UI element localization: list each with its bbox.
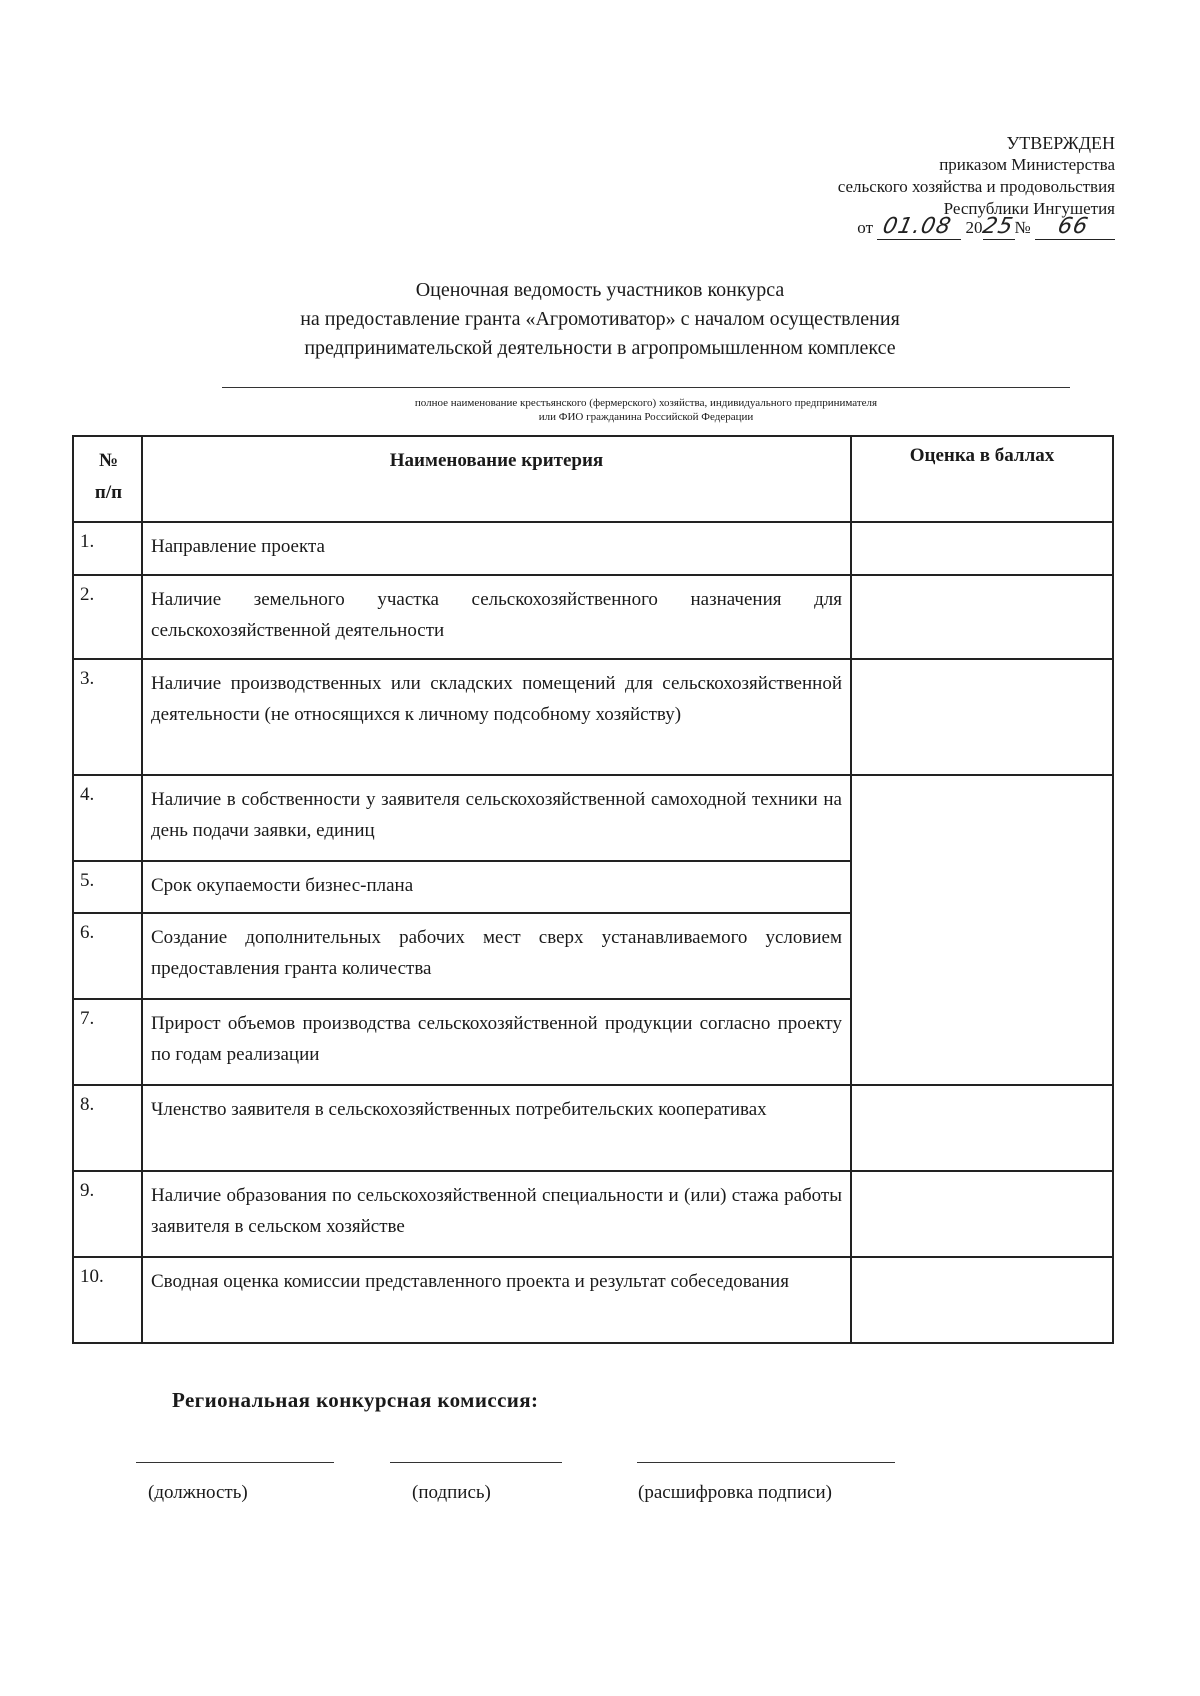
row-criterion: Прирост объемов производства сельскохозяйственной продукции согласно проекту по годам реализации — [142, 999, 851, 1085]
row-criterion: Создание дополнительных рабочих мест сверх устанавливаемого условием предоставления гранта количества — [142, 913, 851, 999]
year-field — [979, 214, 1016, 240]
signature-label: (подпись) — [412, 1482, 491, 1503]
row-criterion: Направление проекта — [142, 522, 851, 575]
row-criterion: Сводная оценка комиссии представленного проекта и результат собеседования — [142, 1257, 851, 1343]
row-criterion: Наличие земельного участка сельскохозяйственного назначения для сельскохозяйственной деятельности — [142, 575, 851, 659]
header-number-pp: п/п — [94, 482, 123, 503]
approval-line-1: приказом Министерства — [939, 155, 1115, 174]
document-title — [150, 276, 1050, 363]
row-number: 2. — [73, 575, 142, 659]
score-cell — [851, 1257, 1113, 1343]
row-number: 9. — [73, 1171, 142, 1257]
table-row — [73, 1085, 1113, 1171]
approval-heading: УТВЕРЖДЕН — [1006, 133, 1115, 153]
table-row — [73, 522, 1113, 575]
row-number: 6. — [73, 913, 142, 999]
applicant-name-line — [222, 387, 1070, 388]
score-cell — [851, 1171, 1113, 1257]
row-number: 4. — [73, 775, 142, 861]
row-number: 10. — [73, 1257, 142, 1343]
row-criterion: Наличие производственных или складских помещений для сельскохозяйственной деятельности (не относящихся к личному подсобному хозяйству) — [142, 659, 851, 775]
score-cell — [851, 659, 1113, 775]
commission-title: Региональная конкурсная комиссия: — [172, 1388, 539, 1412]
row-number: 1. — [73, 522, 142, 575]
row-criterion: Членство заявителя в сельскохозяйственных потребительских кооперативах — [142, 1085, 851, 1171]
row-number: 8. — [73, 1085, 142, 1171]
header-number-sign: № — [98, 450, 119, 471]
position-signature-line — [136, 1462, 334, 1463]
decoding-signature-line — [637, 1462, 895, 1463]
number-field — [1035, 216, 1115, 240]
criteria-table — [72, 435, 1114, 1344]
table-row — [73, 575, 1113, 659]
table-row — [73, 659, 1113, 775]
table-row — [73, 775, 1113, 861]
handwritten-year: 25 — [979, 214, 1016, 239]
row-criterion: Наличие в собственности у заявителя сельскохозяйственной самоходной техники на день подачи заявки, единиц — [142, 775, 851, 861]
row-number: 3. — [73, 659, 142, 775]
approval-stamp-block — [695, 132, 1115, 240]
applicant-name-hint — [222, 396, 1070, 424]
table-row — [73, 1171, 1113, 1257]
score-cell-merged — [851, 775, 1113, 1085]
approval-date-row — [695, 216, 1115, 240]
header-criterion: Наименование критерия — [142, 436, 851, 522]
hint-line-2: или ФИО гражданина Российской Федерации — [538, 411, 754, 423]
row-criterion: Наличие образования по сельскохозяйственной специальности и (или) стажа работы заявителя в сельском хозяйстве — [142, 1171, 851, 1257]
title-line-2: на предоставление гранта «Агромотиватор» с началом осуществления — [300, 308, 900, 330]
title-line-3: предпринимательской деятельности в агропромышленном комплексе — [304, 337, 896, 359]
date-field — [877, 216, 961, 240]
row-number: 5. — [73, 861, 142, 913]
date-prefix: от — [857, 218, 874, 237]
table-header-row — [73, 436, 1113, 522]
table-row — [73, 1257, 1113, 1343]
title-line-1: Оценочная ведомость участников конкурса — [415, 279, 785, 301]
decoding-label: (расшифровка подписи) — [638, 1482, 832, 1503]
header-number — [73, 436, 142, 522]
score-cell — [851, 575, 1113, 659]
approval-line-3: Республики Ингушетия — [943, 199, 1115, 218]
header-score: Оценка в баллах — [851, 436, 1113, 522]
score-cell — [851, 522, 1113, 575]
row-number: 7. — [73, 999, 142, 1085]
row-criterion: Срок окупаемости бизнес-плана — [142, 861, 851, 913]
signature-line — [390, 1462, 562, 1463]
hint-line-1: полное наименование крестьянского (фермерского) хозяйства, индивидуального предпринимателя — [414, 397, 878, 409]
year-prefix: 20 — [965, 218, 983, 237]
position-label: (должность) — [148, 1482, 248, 1503]
handwritten-date: 01.08 — [880, 214, 955, 239]
number-sign: № — [1014, 218, 1031, 237]
approval-line-2: сельского хозяйства и продовольствия — [837, 177, 1115, 196]
score-cell — [851, 1085, 1113, 1171]
handwritten-number: 66 — [1055, 214, 1091, 239]
